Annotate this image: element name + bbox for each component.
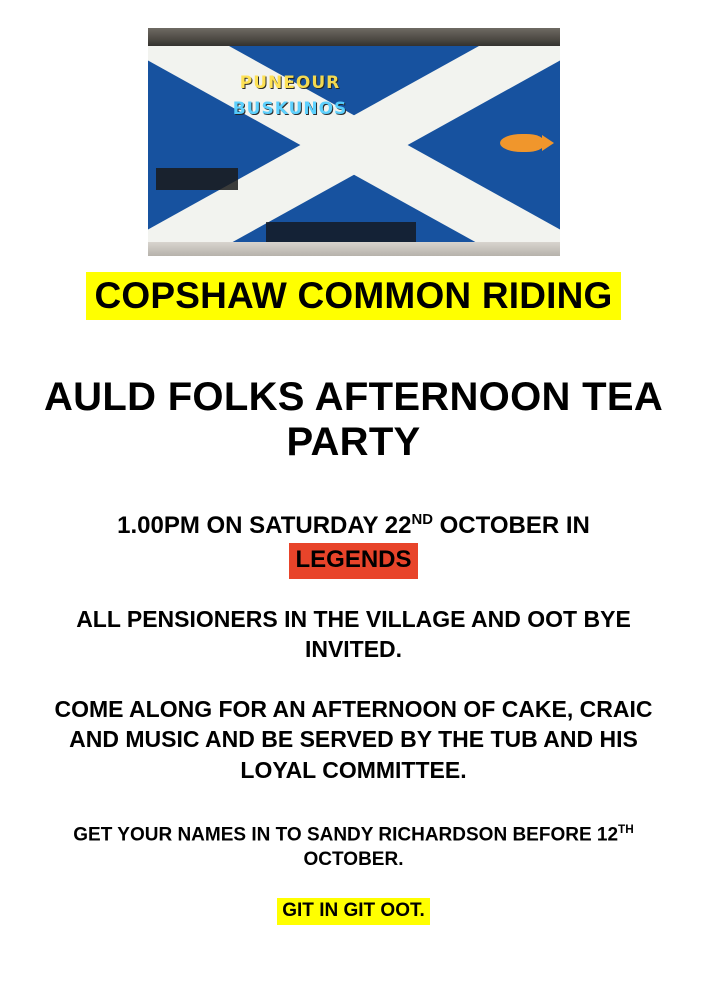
flag-photo — [148, 28, 560, 256]
footer-slogan: GIT IN GIT OOT. — [277, 898, 430, 925]
deadline-suffix: OCTOBER. — [303, 849, 404, 871]
date-time-venue — [0, 510, 707, 579]
footer-slogan-line — [0, 898, 707, 925]
when-suffix: OCTOBER IN — [432, 512, 590, 539]
photo-dark-patch-left — [156, 168, 238, 190]
banner-letters — [200, 70, 380, 126]
flag-photo-image — [148, 28, 560, 256]
deadline-paragraph — [40, 822, 667, 872]
when-prefix: 1.00PM ON SATURDAY 22 — [117, 512, 412, 539]
banner-letters-line2: BUSKUNOS — [232, 99, 348, 119]
photo-bottom-edge — [148, 242, 560, 256]
when-ordinal: ND — [411, 512, 433, 528]
invitation-paragraph: ALL PENSIONERS IN THE VILLAGE AND OOT BYE INVITED. — [76, 606, 631, 663]
description-paragraph: COME ALONG FOR AN AFTERNOON OF CAKE, CRAIC AND MUSIC AND BE SERVED BY THE TUB AND HIS LOYAL COMMITTEE. — [54, 696, 653, 783]
event-title: COPSHAW COMMON RIDING — [86, 272, 620, 320]
headline: AULD FOLKS AFTERNOON TEA PARTY — [43, 375, 664, 464]
photo-top-shadow — [148, 28, 560, 48]
deadline-ordinal: TH — [618, 823, 634, 836]
venue-name: LEGENDS — [289, 543, 417, 578]
fish-icon — [500, 134, 544, 152]
saltire-flag — [148, 46, 560, 244]
event-title-band — [0, 272, 707, 320]
deadline-prefix: GET YOUR NAMES IN TO SANDY RICHARDSON BEFORE 12 — [73, 824, 619, 846]
banner-letters-line1: PUNEOUR — [239, 73, 341, 93]
